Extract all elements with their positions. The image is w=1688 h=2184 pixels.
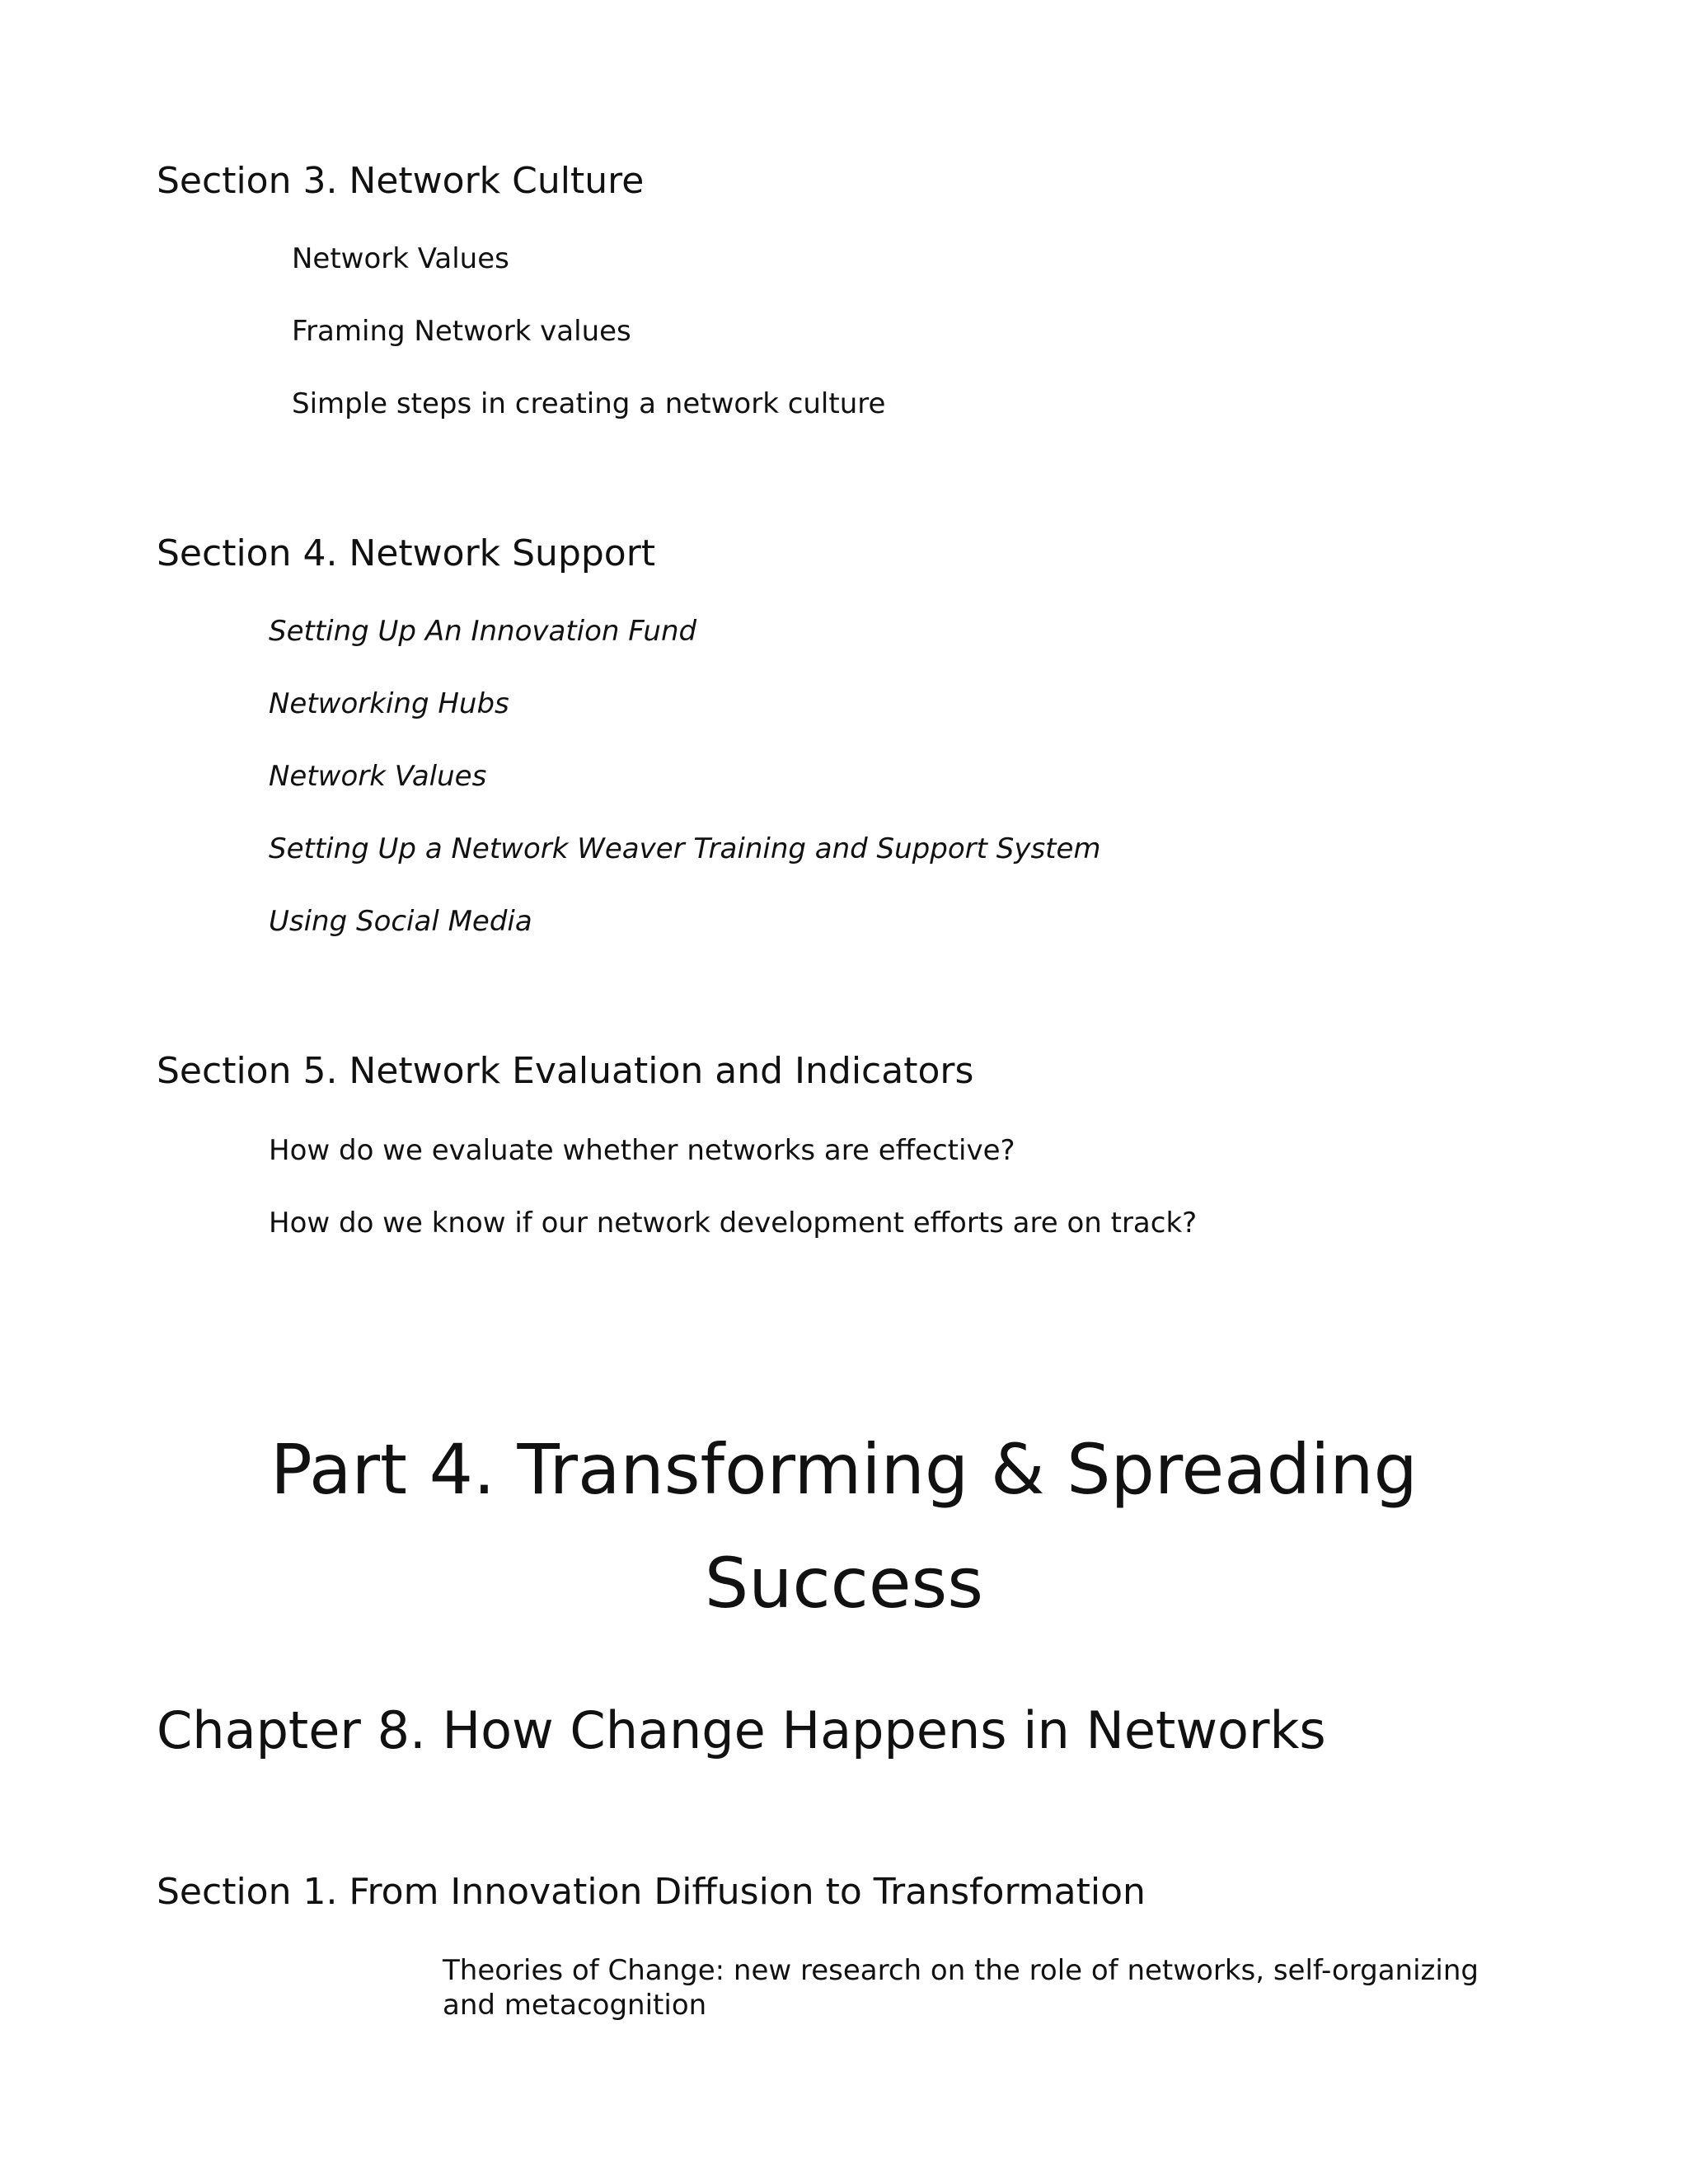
chapter-8-section-1-item: Theories of Change: new research on the role of networks, self-organizing and metacognition xyxy=(443,1954,1479,2022)
part-title xyxy=(0,1413,1688,1640)
part-title-line-1: Part 4. Transforming & Spreading xyxy=(270,1429,1418,1510)
section-4-item: Network Values xyxy=(269,760,487,793)
section-5-item: How do we know if our network development efforts are on track? xyxy=(269,1207,1198,1240)
section-4-item: Using Social Media xyxy=(269,905,532,938)
section-3-item: Simple steps in creating a network culture xyxy=(292,387,886,420)
section-5-heading: Section 5. Network Evaluation and Indicators xyxy=(157,1050,974,1092)
section-4-heading: Section 4. Network Support xyxy=(157,532,656,574)
section-5-item: How do we evaluate whether networks are effective? xyxy=(269,1134,1015,1167)
section-4-item: Setting Up a Network Weaver Training and Support System xyxy=(269,832,1101,865)
section-4-item: Setting Up An Innovation Fund xyxy=(269,615,697,648)
chapter-8-heading: Chapter 8. How Change Happens in Networks xyxy=(157,1700,1326,1760)
part-title-line-2: Success xyxy=(704,1543,984,1624)
section-3-heading: Section 3. Network Culture xyxy=(157,160,645,202)
chapter-8-section-1-heading: Section 1. From Innovation Diffusion to Transformation xyxy=(157,1871,1146,1913)
section-4-item: Networking Hubs xyxy=(269,687,509,720)
section-3-item: Network Values xyxy=(292,242,509,275)
section-3-item: Framing Network values xyxy=(292,315,631,348)
